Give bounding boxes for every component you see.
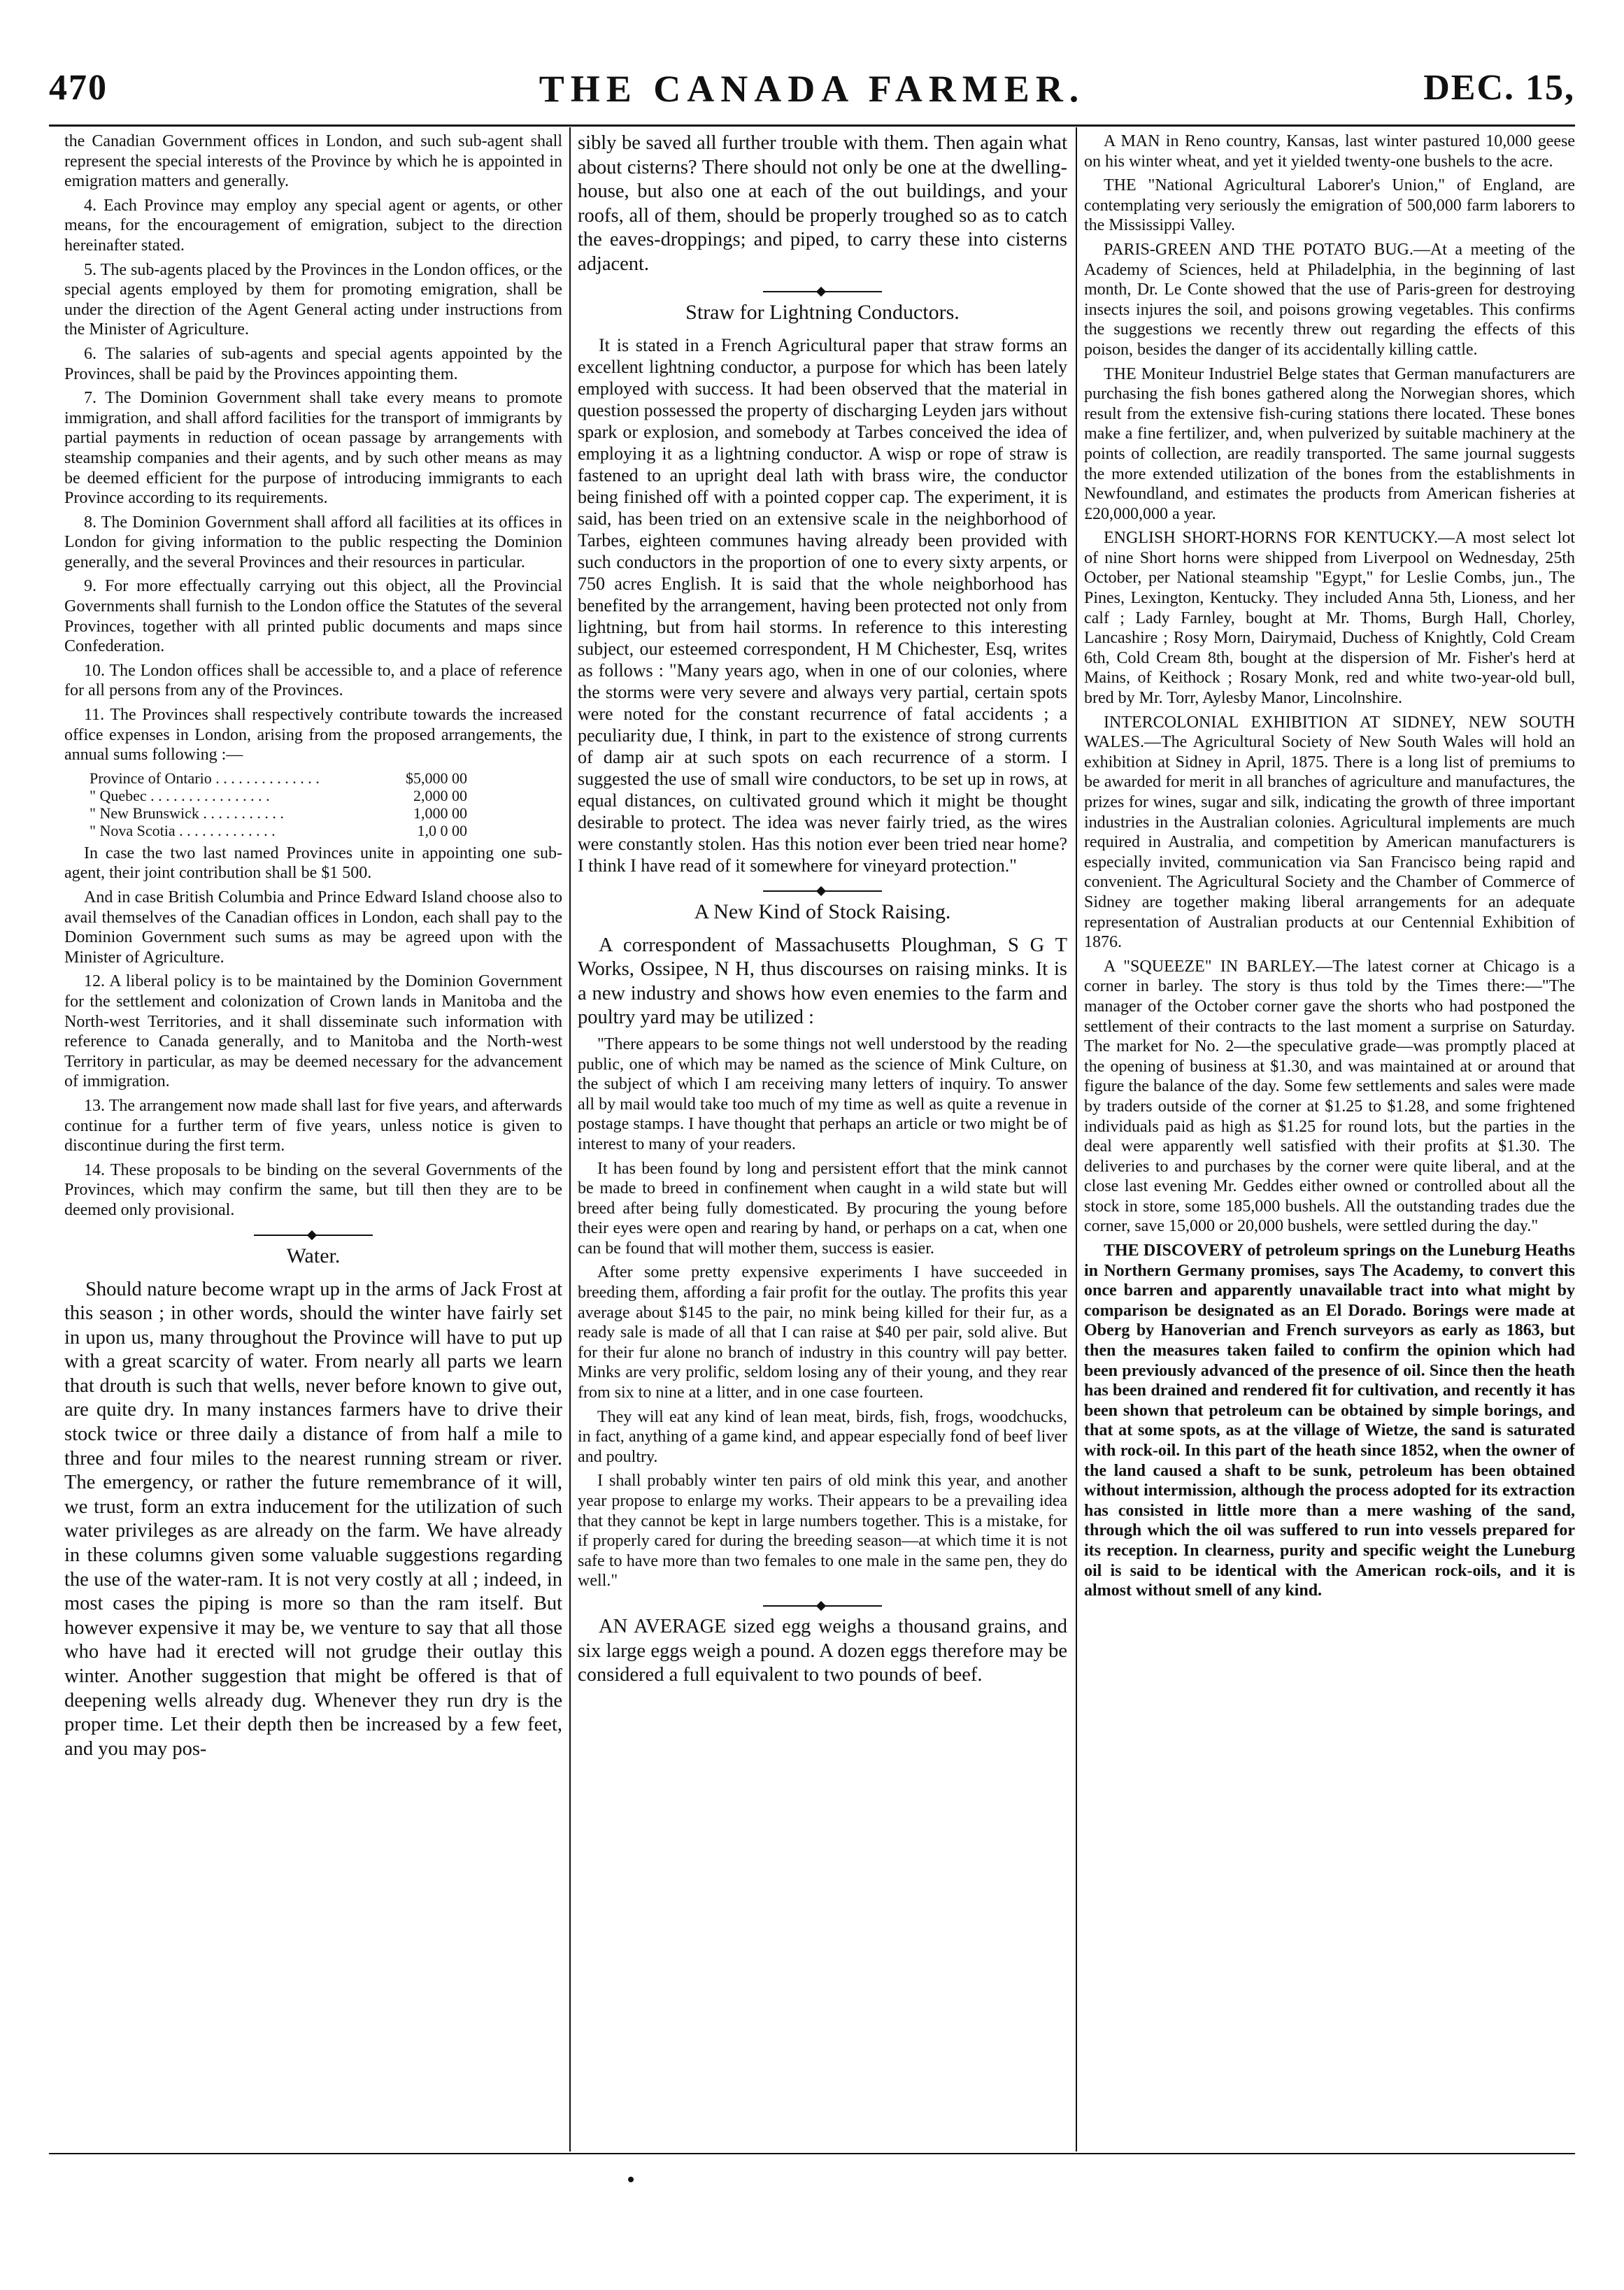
article-heading-water: Water. bbox=[286, 1244, 341, 1267]
paragraph: 11. The Provinces shall respectively contribute towards the increased office expenses in London, arising from the proposed arrangements, the annual sums following :— bbox=[64, 706, 562, 764]
issue-date: DEC. 15, bbox=[1423, 68, 1575, 108]
news-item-fish-bones: THE Moniteur Industriel Belge states that German manufacturers are purchasing the fish bones gathered along the Norwegian shores, which result from the extensive fish-curing stations there located. These bones make a fine fertilizer, and, when pulverized by suitable machinery at the points of collection, are readily transported. The same journal suggests the more extended utilization of the bones from the establishments in Newfoundland, and estimates the products from American fisheries at £20,000,000 a year. bbox=[1084, 364, 1575, 523]
news-item-barley-squeeze: A "SQUEEZE" IN BARLEY.—The latest corner at Chicago is a corner in barley. The story is thus told by the Times there:—"The manager of the October corner gave the shorts who had postponed the settlement of their contracts to the last moment a surprise on Saturday. The market for No. 2—the speculative grade—was promptly placed at the opening of business at $1.30, and was maintained at or around that figure the balance of the day. Some few settlements and sales were made by traders outside of the corner at $1.25 to $1.28, and some frightened individuals paid as high as $1.25 for round lots, but the parties in the deal were apparently well satisfied with their profits at $1.30. The deliveries to and purchases by the corner were quite liberal, and at the close last evening Mr. Geddes either owned or controlled about all the stock in store, some 185,000 bushels. All the outstanding trades due the corner, save 15,000 or 20,000 bushels, were settled during the day." bbox=[1084, 957, 1575, 1236]
paragraph: In case the two last named Provinces unite in appointing one sub-agent, their joint contribution shall be $1 500. bbox=[64, 844, 562, 883]
header-rule bbox=[49, 125, 1575, 127]
article-water-continued bbox=[578, 131, 1067, 277]
column-divider bbox=[1076, 127, 1077, 2152]
article-straw bbox=[578, 334, 1067, 876]
page-number: 470 bbox=[49, 68, 108, 108]
paragraph: 12. A liberal policy is to be maintained by the Dominion Government for the settlement and colonization of Crown lands in Manitoba and the North-west Territories, and it shall disseminate such information with reference to Canada generally, and to Manitoba and the North-west Territory in particular, as may be deemed necessary for the advancement of immigration. bbox=[64, 972, 562, 1091]
province-sum: $5,000 00 bbox=[406, 769, 467, 787]
paragraph: "There appears to be some things not well understood by the reading public, one of which may be named as the science of Mink Culture, on the subject of which I am receiving many letters of inquiry. To answer all by mail would take too much of my time as well as quite a revenue in postage stamps. I have thought that perhaps an article or two might be of interest to many of your readers. bbox=[578, 1034, 1067, 1153]
news-item-sidney-exhibition: INTERCOLONIAL EXHIBITION AT SIDNEY, NEW SOUTH WALES.—The Agricultural Society of New South Wales will hold an exhibition at Sidney in April, 1875. There is a long list of premiums to be awarded for merit in all branches of agriculture and manufactures, the prizes for wines, sugar and silk, indicating the growth of three important industries in the Australian colonies. Agricultural implements are much required in Australia, and competition by American manufacturers is especially invited, communication via San Francisco being rapid and convenient. The Agricultural Society and the Chamber of Commerce of Sidney are together making liberal arrangements for an adequate representation of Australian products at our Centennial Exhibition of 1876. bbox=[1084, 713, 1575, 952]
news-item-petroleum: THE DISCOVERY of petroleum springs on the Luneburg Heaths in Northern Germany promises, says The Academy, to convert this once barren and apparently unavailable tract into what might by comparison be designated as an El Dorado. Borings were made at Oberg by Hanoverian and French surveyors as early as 1863, but then the measures taken failed to confirm the opinion which had been previously advanced of the presence of oil. Since then the heath has been drained and rendered fit for cultivation, and recently it has been shown that petroleum can be obtained by simple borings, and that at some spots, as at the village of Wietze, the sand is saturated with rock-oil. In this part of the heath since 1852, when the owner of the land caused a shaft to be sunk, petroleum has been obtained without intermission, although the process adopted for its extraction has consisted in little more than a mere washing of the sand, through which the oil was suffered to run into vessels prepared for its reception. In clearness, purity and specific weight the Luneburg oil is said to be identical with the American rock-oils, and it is almost without smell of any kind. bbox=[1084, 1242, 1575, 1600]
printer-dot bbox=[628, 2177, 634, 2182]
paragraph: 9. For more effectually carrying out this object, all the Provincial Governments shall furnish to the London office the Statutes of the several Provinces, together with all printed public documents and maps since Confederation. bbox=[64, 577, 562, 656]
paragraph: 8. The Dominion Government shall afford all facilities at its offices in London for giving information to the public respecting the Dominion generally, and the several Provinces and their resources in particular. bbox=[64, 513, 562, 571]
paragraph: And in case British Columbia and Prince Edward Island choose also to avail themselves of the Canadian offices in London, each shall pay to the Dominion Government such sums as may be agreed upon with the Minister of Agriculture. bbox=[64, 888, 562, 967]
article-water bbox=[64, 1278, 562, 1762]
paragraph: It is stated in a French Agricultural paper that straw forms an excellent lightning conductor, a purpose for which has been lately employed with success. It had been observed that the material in question possessed the property of discharging Leyden jars without spark or explosion, and somebody at Tarbes conceived the idea of employing it as a lightning conductor. A wisp or rope of straw is fastened to an upright deal lath with brass wire, the conductor being finished off with a pointed copper cap. The experiment, it is said, has been tried on an extensive scale in the neighborhood of Tarbes, eighteen communes having already been provided with such conductors in the proportion of one to every sixty arpents, or 750 acres English. It is said that the whole neighborhood has benefited by the arrangement, having been protected not only from lightning, but from hail storms. In reference to this interesting subject, our esteemed correspondent, H M Chichester, Esq, writes as follows : "Many years ago, when in one of our colonies, where the storms were very severe and always very partial, certain spots were noted for the constant recurrence of fatal accidents ; a peculiarity due, I think, in part to the existence of strong currents of damp air at such spots on each recurrence of a storm. I suggested the use of small wire conductors, to be set up in rows, at equal distances, on cultivated ground which it might be thought desirable to protect. The idea was never fairly tried, as the wires were constantly stolen. Has this notion ever been tried near home? I think I have read of it somewhere for vineyard protection." bbox=[578, 334, 1067, 876]
table-row bbox=[90, 787, 467, 804]
footer-rule bbox=[49, 2153, 1575, 2154]
paragraph: AN AVERAGE sized egg weighs a thousand grains, and six large eggs weigh a pound. A dozen eggs therefore may be considered a full equivalent to two pounds of beef. bbox=[578, 1615, 1067, 1686]
news-item-short-horns: ENGLISH SHORT-HORNS FOR KENTUCKY.—A most select lot of nine Short horns were shipped from Liverpool on Wednesday, 25th October, per National steamship "Egypt," for Leslie Combs, jun., The Pines, Lexington, Kentucky. They included Anna 5th, Lioness, and her calf ; Lady Farnley, bought at Mr. Thoms, Burgh Hall, Chorley, Lancashire ; Rosy Morn, Dairymaid, Duchess of Knightly, Cold Cream 6th, Cold Cream 8th, bought at the dispersion of Mr. Fisher's herd at Mains, of Keithock ; Rosary Monk, red and white two-year-old bull, bred by Mr. Torr, Aylesby Manor, Lincolnshire. bbox=[1084, 529, 1575, 708]
news-item-geese: A MAN in Reno country, Kansas, last winter pastured 10,000 geese on his winter wheat, and yet it yielded twenty-one bushels to the acre. bbox=[1084, 132, 1575, 171]
paragraph: Should nature become wrapt up in the arms of Jack Frost at this season ; in other words, should the winter have fairly set in upon us, many throughout the Province will have to put up with a great scarcity of water. From nearly all parts we learn that drouth is such that wells, never before known to give out, are quite dry. In many instances farmers have to drive their stock twice or three daily a distance of from half a mile to three and four miles to the nearest running stream or river. The emergency, or rather the future remembrance of it will, we trust, form an extra inducement for the utilization of such water privileges as are already on the farm. We have already in these columns given some valuable suggestions regarding the use of the water-ram. It is not very costly at all ; indeed, in most cases the piping is more so than the ram itself. But however expensive it may be, we venture to say that all those who have had it erected will not grudge their outlay this winter. Another suggestion that might be offered is that of deepening wells already dug. Whenever they run dry is the proper time. Let their depth then be increased by a few feet, and you may pos- bbox=[64, 1278, 562, 1760]
paragraph: 5. The sub-agents placed by the Provinces in the London offices, or the special agents employed by them for promoting emigration, shall be under the direction of the Agent General acting under instructions from the Minister of Agriculture. bbox=[64, 260, 562, 339]
article-stock-raising bbox=[578, 934, 1067, 1030]
column-2 bbox=[578, 131, 1067, 2145]
province-name: " Nova Scotia . . . . . . . . . . . . . bbox=[90, 821, 276, 839]
province-name: Province of Ontario . . . . . . . . . . . . . . bbox=[90, 769, 320, 787]
paragraph: It has been found by long and persistent effort that the mink cannot be made to breed in confinement when caught in a wild state but will breed after being fully domesticated. By procuring the young before their eyes were open and rearing by hand, or perhaps on a cat, when one can be found that will mother them, success is easier. bbox=[578, 1159, 1067, 1258]
paragraph: 4. Each Province may employ any special agent or agents, or other means, for the encouragement of emigration, subject to the direction hereinafter stated. bbox=[64, 196, 562, 255]
paragraph: I shall probably winter ten pairs of old mink this year, and another year propose to enlarge my works. Their appears to be a prevailing idea that they cannot be kept in large numbers together. This is a mistake, for if properly cared for during the breeding season—at which time it is not safe to have more than two females to one male in the same pen, they do well." bbox=[578, 1472, 1067, 1591]
paragraph: sibly be saved all further trouble with them. Then again what about cisterns? There should not only be one at the dwelling-house, but also one at each of the out buildings, and your roofs, all of them, should be properly troughed so as to catch the eaves-droppings; and piped, to carry these into cisterns adjacent. bbox=[578, 132, 1067, 275]
column-divider bbox=[569, 127, 571, 2152]
province-sum: 1,0 0 00 bbox=[417, 821, 467, 839]
article-heading-stock-raising: A New Kind of Stock Raising. bbox=[694, 899, 951, 923]
section-ornament bbox=[763, 888, 882, 895]
news-item-paris-green: PARIS-GREEN AND THE POTATO BUG.—At a meeting of the Academy of Sciences, held at Philadelphia, in the beginning of last month, Dr. Le Conte showed that the use of Paris-green for destroying insects injures the soil, and poisons growing vegetables. This confirms the suggestions we recently threw out regarding the effects of this poison, besides the danger of its accidentally killing cattle. bbox=[1084, 240, 1575, 359]
table-row bbox=[90, 822, 467, 839]
paragraph: 13. The arrangement now made shall last for five years, and afterwards continue for a further term of five years, unless notice is given to discontinue during the first term. bbox=[64, 1096, 562, 1155]
province-sum: 2,000 00 bbox=[413, 786, 467, 804]
section-ornament bbox=[763, 1602, 882, 1609]
section-ornament bbox=[763, 288, 882, 295]
article-eggs bbox=[578, 1615, 1067, 1688]
paragraph: A correspondent of Massachusetts Ploughman, S G T Works, Ossipee, N H, thus discourses on raising minks. It is a new industry and shows how even enemies to the farm and poultry yard may be utilized : bbox=[578, 934, 1067, 1029]
paragraph: They will eat any kind of lean meat, birds, fish, frogs, woodchucks, in fact, anything of a game kind, and appear especially fond of beef liver and poultry. bbox=[578, 1407, 1067, 1466]
paragraph: After some pretty expensive experiments I have succeeded in breeding them, affording a fair profit for the outlay. The profits this year average about $145 to the pair, no mink being killed for their fur, as a ready sale is made of all that I can raise at $40 per pair, sold alive. But for their fur alone no branch of industry in this country will pay better. Minks are very prolific, seldom losing any of their young, and they rear from six to nine at a litter, and in one case fourteen. bbox=[578, 1263, 1067, 1402]
newspaper-title: THE CANADA FARMER. bbox=[539, 68, 1085, 110]
paragraph: the Canadian Government offices in London, and such sub-agent shall represent the special interests of the Province by which he is appointed in emigration matters and generally. bbox=[64, 132, 562, 191]
news-item-laborers-union: THE "National Agricultural Laborer's Union," of England, are contemplating very seriously the emigration of 500,000 farm laborers to the Mississippi Valley. bbox=[1084, 176, 1575, 235]
immigration-resolutions bbox=[64, 131, 562, 1221]
column-1 bbox=[64, 131, 562, 2145]
column-3 bbox=[1084, 131, 1575, 2145]
table-row bbox=[90, 769, 467, 787]
article-heading-straw: Straw for Lightning Conductors. bbox=[685, 300, 960, 324]
table-row bbox=[90, 804, 467, 822]
article-stock-raising-letter bbox=[578, 1034, 1067, 1591]
paragraph: 7. The Dominion Government shall take every means to promote immigration, and shall afford facilities for the transport of immigrants by partial payments in reduction of ocean passage by arrangements with steamship companies and their agents, and by such other means as may be deemed efficient for the purpose of introducing immigrants to each Province according to its requirements. bbox=[64, 389, 562, 508]
paragraph: 14. These proposals to be binding on the several Governments of the Provinces, which may confirm the same, but till then they are to be deemed only provisional. bbox=[64, 1160, 562, 1219]
province-name: " Quebec . . . . . . . . . . . . . . . . bbox=[90, 786, 270, 804]
masthead bbox=[49, 67, 1575, 109]
province-sum: 1,000 00 bbox=[413, 804, 467, 822]
section-ornament bbox=[254, 1232, 373, 1239]
paragraph: 10. The London offices shall be accessible to, and a place of reference for all persons from any of the Provinces. bbox=[64, 661, 562, 700]
paragraph: 6. The salaries of sub-agents and special agents appointed by the Provinces, shall be paid by the Provinces appointing them. bbox=[64, 344, 562, 383]
province-name: " New Brunswick . . . . . . . . . . . bbox=[90, 804, 284, 822]
province-contribution-table bbox=[90, 769, 562, 839]
